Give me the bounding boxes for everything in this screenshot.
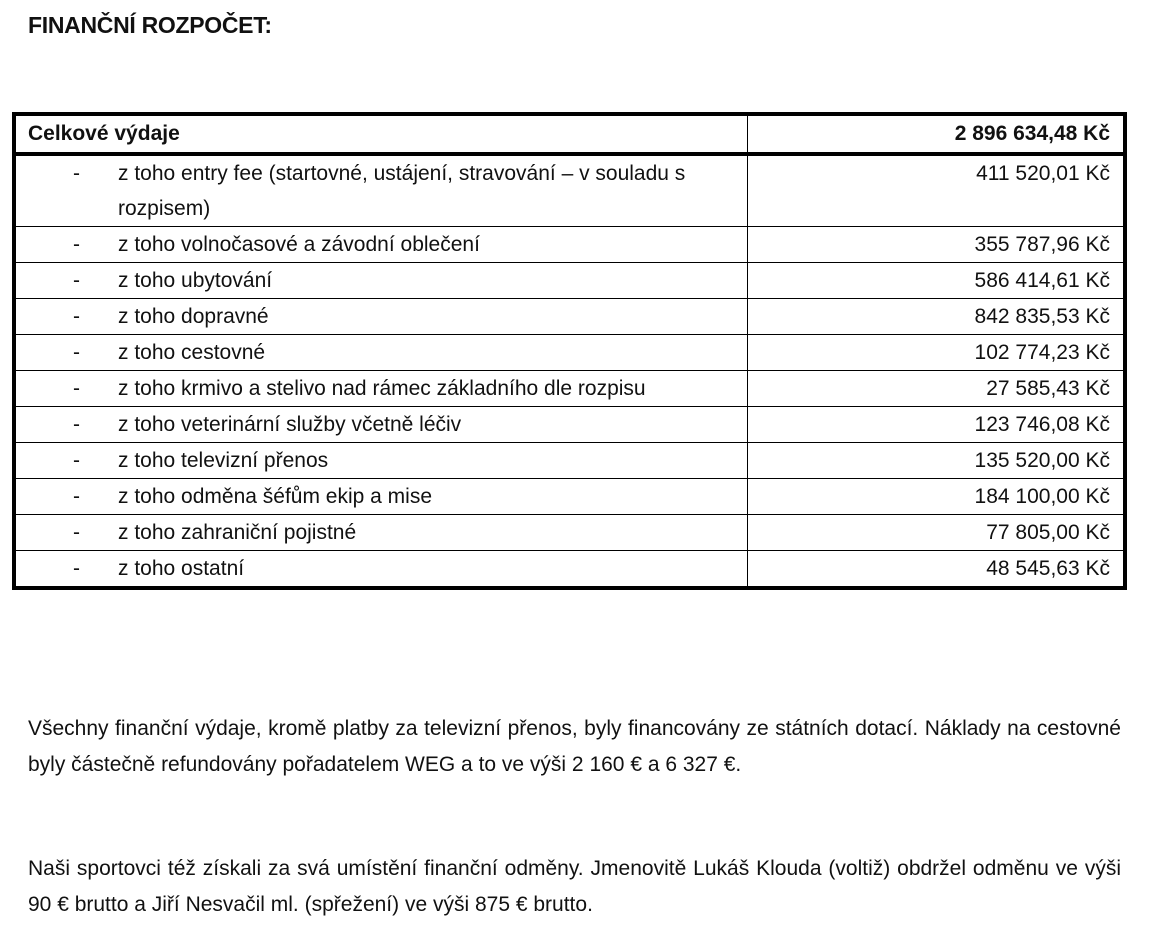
- page-title: FINANČNÍ ROZPOČET:: [28, 12, 272, 38]
- row-bullet: -: [73, 413, 80, 436]
- row-label: z toho veterinární služby včetně léčiv: [118, 413, 462, 436]
- row-label: z toho ostatní: [118, 557, 245, 580]
- table-row: [14, 227, 1125, 263]
- row-bullet: -: [73, 557, 80, 580]
- row-label: z toho televizní přenos: [118, 449, 329, 472]
- row-bullet: -: [73, 449, 80, 472]
- table-row: [14, 443, 1125, 479]
- row-label: z toho volnočasové a závodní oblečení: [118, 233, 480, 256]
- row-amount: 411 520,01 Kč: [748, 154, 1126, 227]
- row-bullet: -: [73, 341, 80, 364]
- row-amount: 586 414,61 Kč: [748, 263, 1126, 299]
- row-label: z toho ubytování: [118, 269, 273, 292]
- total-label: Celkové výdaje: [28, 122, 180, 145]
- row-label-cell: [14, 154, 748, 227]
- table-row: [14, 371, 1125, 407]
- row-label-cell: [14, 371, 748, 407]
- row-label-cell: [14, 551, 748, 589]
- row-bullet: -: [73, 305, 80, 328]
- row-amount: 135 520,00 Kč: [748, 443, 1126, 479]
- table-row: [14, 335, 1125, 371]
- paragraph-rewards: Naši sportovci též získali za svá umístění finanční odměny. Jmenovitě Lukáš Klouda (voltiž) obdržel odměnu ve výši 90 € brutto a Jiří Nesvačil ml. (spřežení) ve výši 875 € brutto.: [28, 857, 1121, 916]
- row-amount: 48 545,63 Kč: [748, 551, 1126, 589]
- row-bullet: -: [73, 521, 80, 544]
- row-label: z toho cestovné: [118, 341, 266, 364]
- row-label-cell: [14, 479, 748, 515]
- row-label-cell: [14, 515, 748, 551]
- row-amount: 842 835,53 Kč: [748, 299, 1126, 335]
- total-amount-cell: [748, 114, 1126, 154]
- row-label-cell: [14, 227, 748, 263]
- row-amount: 27 585,43 Kč: [748, 371, 1126, 407]
- row-bullet: -: [73, 162, 80, 185]
- table-row: [14, 551, 1125, 589]
- table-header-row: [14, 114, 1125, 154]
- row-amount: 184 100,00 Kč: [748, 479, 1126, 515]
- budget-table: [12, 112, 1127, 590]
- row-label: z toho entry fee (startovné, ustájení, stravování – v souladu s rozpisem): [118, 162, 686, 220]
- table-row: [14, 263, 1125, 299]
- table-row: [14, 154, 1125, 227]
- row-label: z toho zahraniční pojistné: [118, 521, 357, 544]
- row-label-cell: [14, 407, 748, 443]
- table-row: [14, 479, 1125, 515]
- row-amount: 123 746,08 Kč: [748, 407, 1126, 443]
- total-label-cell: [14, 114, 748, 154]
- paragraph-funding: Všechny finanční výdaje, kromě platby za televizní přenos, byly financovány ze státních dotací. Náklady na cestovné byly částečně refundovány pořadatelem WEG a to ve výši 2 160 € a 6 327 €.: [28, 717, 1121, 776]
- row-bullet: -: [73, 269, 80, 292]
- row-label-cell: [14, 335, 748, 371]
- row-label: z toho dopravné: [118, 305, 269, 328]
- row-amount: 355 787,96 Kč: [748, 227, 1126, 263]
- row-label-cell: [14, 299, 748, 335]
- row-bullet: -: [73, 233, 80, 256]
- row-label: z toho krmivo a stelivo nad rámec základního dle rozpisu: [118, 377, 646, 400]
- table-row: [14, 299, 1125, 335]
- row-label-cell: [14, 263, 748, 299]
- row-bullet: -: [73, 485, 80, 508]
- row-label: z toho odměna šéfům ekip a mise: [118, 485, 432, 508]
- row-amount: 102 774,23 Kč: [748, 335, 1126, 371]
- table-row: [14, 515, 1125, 551]
- row-label-cell: [14, 443, 748, 479]
- row-amount: 77 805,00 Kč: [748, 515, 1126, 551]
- total-amount: 2 896 634,48 Kč: [954, 122, 1110, 145]
- table-row: [14, 407, 1125, 443]
- row-bullet: -: [73, 377, 80, 400]
